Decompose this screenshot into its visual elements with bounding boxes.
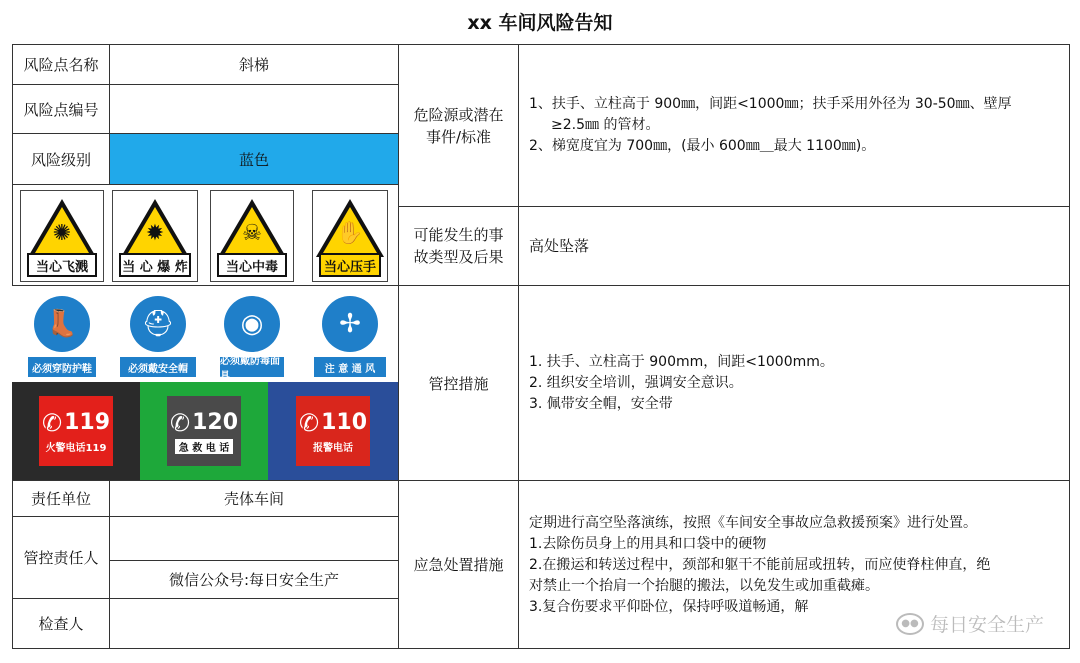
emergency-label-text: 应急处置措施 — [413, 556, 504, 574]
warning-sign-caption: 当心压手 — [319, 253, 381, 277]
mandatory-sign-caption: 必须戴安全帽 — [120, 357, 196, 377]
control-lines — [529, 352, 834, 415]
hazard-line: 2、梯宽度宜为 700㎜，(最小 600㎜＿最大 1100㎜)。 — [529, 138, 876, 154]
control-person-label — [12, 516, 110, 599]
inspector-label — [12, 598, 110, 649]
control-person-top — [109, 516, 399, 561]
accident-value — [518, 206, 1070, 286]
hazard-lines — [529, 94, 1012, 157]
inspector-label-text: 检查人 — [38, 615, 84, 633]
phone-icon: ✆ — [169, 408, 191, 437]
control-line: 1. 扶手、立柱高于 900mm，间距<1000mm。 — [529, 353, 834, 370]
phone-sign-panel — [39, 396, 113, 466]
emergency-line: 2.在搬运和转送过程中，颈部和躯干不能前屈或扭转，而应使脊柱伸直，绝 — [529, 557, 991, 573]
control-line: 2. 组织安全培训，强调安全意识。 — [529, 374, 743, 391]
control-person-value — [109, 560, 399, 599]
risk-code-value — [109, 84, 399, 134]
risk-code-label-text: 风险点编号 — [23, 100, 99, 119]
responsible-unit-label-text: 责任单位 — [30, 490, 91, 508]
emergency-line: 对禁止一个抬肩一个抬腿的搬法，以免发生或加重截瘫。 — [529, 578, 879, 594]
risk-name-value — [109, 44, 399, 85]
helmet-icon: ⛑ — [130, 296, 186, 352]
mandatory-sign-caption: 必须戴防毒面具 — [220, 357, 284, 377]
phone-sign-header — [170, 409, 238, 437]
risk-code-label — [12, 84, 110, 134]
control-line: 3. 佩带安全帽，安全带 — [529, 395, 673, 412]
hazard-label-text: 危险源或潜在事件/标准 — [413, 105, 504, 146]
control-value — [518, 285, 1070, 481]
splash-icon: ✺ — [52, 221, 72, 246]
watermark — [896, 610, 1044, 637]
mandatory-sign — [310, 290, 390, 380]
mandatory-sign-caption: 注 意 通 风 — [314, 357, 386, 377]
risk-name-value-text: 斜梯 — [238, 56, 269, 74]
explosion-icon: ✹ — [145, 221, 165, 246]
warning-sign — [20, 190, 104, 282]
warning-sign-caption: 当 心 爆 炸 — [119, 253, 191, 277]
gas-mask-icon: ◉ — [224, 296, 280, 352]
phone-sign-header — [299, 409, 367, 437]
phone-icon: ✆ — [298, 408, 320, 437]
inspector-value — [109, 598, 399, 649]
emergency-line: 3.复合伤要求平仰卧位，保持呼吸道畅通，解 — [529, 599, 809, 615]
hazard-line: 1、扶手、立柱高于 900㎜，间距<1000㎜；扶手采用外径为 30-50㎜、壁厚 — [529, 96, 1012, 112]
risk-name-label — [12, 44, 110, 85]
warning-sign — [112, 190, 198, 282]
phone-number: 110 — [321, 410, 368, 435]
control-label — [398, 285, 519, 481]
wechat-icon: ●● — [896, 613, 924, 635]
watermark-text: 每日安全生产 — [929, 614, 1044, 636]
warning-sign-caption: 当心飞溅 — [27, 253, 97, 277]
mandatory-sign-caption: 必须穿防护鞋 — [28, 357, 96, 377]
phone-sign-panel — [167, 396, 241, 466]
warning-sign — [312, 190, 388, 282]
warning-sign — [210, 190, 294, 282]
risk-level-value-text: 蓝色 — [238, 150, 269, 169]
risk-level-label-text: 风险级别 — [30, 150, 91, 169]
hazard-line: ≥2.5㎜ 的管材。 — [551, 117, 660, 133]
phone-sign-panel — [296, 396, 370, 466]
emergency-line: 1.去除伤员身上的用具和口袋中的硬物 — [529, 536, 767, 552]
emergency-line: 定期进行高空坠落演练，按照《车间安全事故应急救援预案》进行处置。 — [529, 515, 977, 531]
control-label-text: 管控措施 — [428, 374, 489, 393]
responsible-unit-value — [109, 480, 399, 517]
risk-level-label — [12, 133, 110, 185]
emergency-phone-sign — [12, 382, 140, 480]
ventilation-icon: ✢ — [322, 296, 378, 352]
risk-name-label-text: 风险点名称 — [23, 56, 99, 74]
responsible-unit-value-text: 壳体车间 — [223, 490, 284, 508]
emergency-lines — [529, 513, 990, 618]
boot-icon: 👢 — [34, 296, 90, 352]
accident-label — [398, 206, 519, 286]
control-person-value-text: 微信公众号:每日安全生产 — [168, 571, 340, 589]
control-person-label-text: 管控责任人 — [23, 549, 99, 567]
mandatory-sign — [24, 290, 100, 380]
phone-icon: ✆ — [41, 408, 63, 437]
crush-hand-icon: ✋ — [336, 221, 364, 246]
accident-value-text: 高处坠落 — [529, 236, 590, 255]
accident-label-text: 可能发生的事故类型及后果 — [413, 226, 504, 266]
phone-number: 120 — [192, 410, 239, 435]
phone-sign-caption: 急 救 电 话 — [175, 439, 233, 454]
page-title: xx 车间风险告知 — [467, 12, 613, 34]
hazard-label — [398, 44, 519, 207]
phone-sign-header — [42, 409, 110, 437]
risk-level-value — [109, 133, 399, 185]
mandatory-sign — [116, 290, 200, 380]
emergency-phone-sign — [268, 382, 398, 480]
skull-icon: ☠ — [242, 221, 262, 246]
hazard-value — [518, 44, 1070, 207]
warning-sign-caption: 当心中毒 — [217, 253, 287, 277]
responsible-unit-label — [12, 480, 110, 517]
emergency-phone-sign — [140, 382, 268, 480]
phone-sign-caption: 报警电话 — [313, 442, 353, 454]
phone-sign-caption: 火警电话119 — [45, 442, 107, 454]
phone-number: 119 — [64, 410, 111, 435]
mandatory-sign — [216, 290, 288, 380]
emergency-label — [398, 480, 519, 649]
